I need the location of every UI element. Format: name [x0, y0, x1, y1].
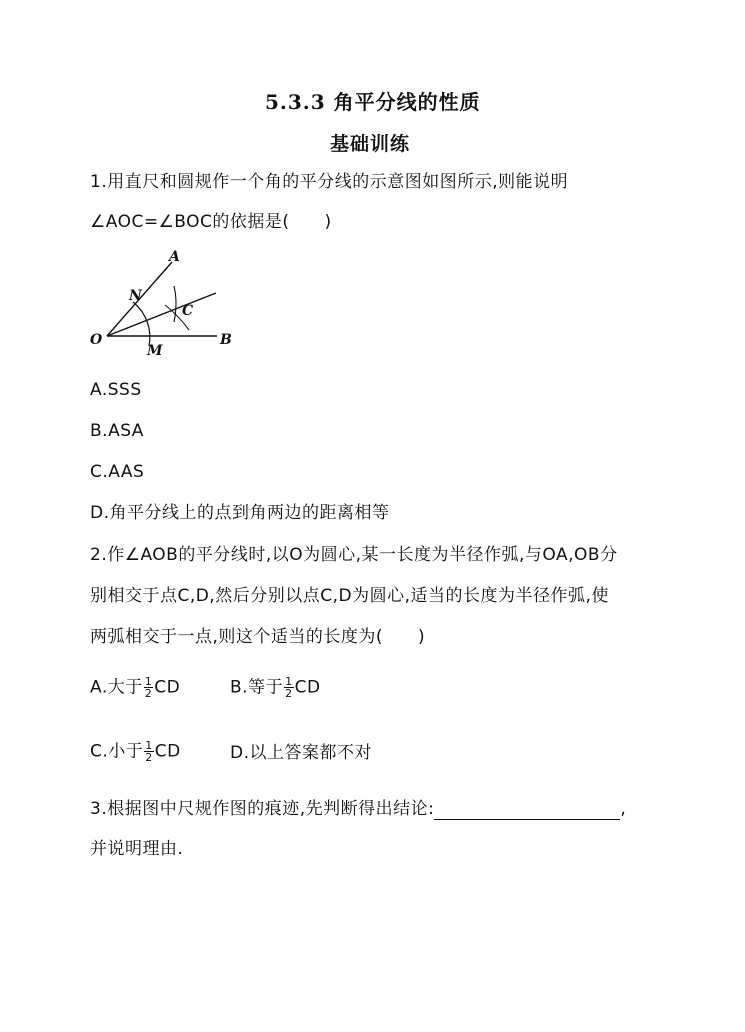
- fraction-one-half: [144, 676, 154, 699]
- fraction-denominator: 2: [144, 687, 153, 700]
- q2-stem-line3: 两弧相交于一点,则这个适当的长度为( ): [90, 627, 426, 647]
- q2-option-c-suffix: CD: [154, 741, 181, 762]
- q2-stem-line1: 2.作∠AOB的平分线时,以O为圆心,某一长度为半径作弧,与OA,OB分: [90, 545, 618, 565]
- q2-option-a-prefix: A.大于: [90, 677, 143, 698]
- label-m: M: [147, 343, 163, 358]
- q3-answer-blank[interactable]: [434, 801, 620, 820]
- q1-option-a: A.SSS: [90, 380, 142, 400]
- q2-option-a-suffix: CD: [154, 677, 181, 698]
- label-o: O: [90, 332, 103, 348]
- q2-option-b: [230, 676, 321, 699]
- arc-from-m: [174, 286, 176, 322]
- q1-stem-line1: 1.用直尺和圆规作一个角的平分线的示意图如图所示,则能说明: [90, 172, 569, 192]
- q2-stem-line2: 别相交于点C,D,然后分别以点C,D为圆心,适当的长度为半径作弧,使: [90, 586, 609, 606]
- q2-option-a: [90, 676, 180, 699]
- q2-option-b-prefix: B.等于: [230, 677, 284, 698]
- q3-stem-prefix: 3.根据图中尺规作图的痕迹,先判断得出结论:: [90, 799, 435, 819]
- page-title: 5.3.3 角平分线的性质: [265, 90, 481, 114]
- q1-option-b: B.ASA: [90, 421, 144, 441]
- section-heading: 基础训练: [330, 133, 411, 155]
- fraction-numerator: 1: [144, 675, 153, 688]
- q2-option-b-suffix: CD: [294, 677, 321, 698]
- fraction-denominator: 2: [145, 751, 153, 764]
- fraction-one-half: [284, 676, 294, 699]
- label-c: C: [182, 303, 194, 319]
- fraction-numerator: 1: [285, 675, 293, 688]
- label-a: A: [169, 249, 180, 265]
- q1-stem-line2: ∠AOC=∠BOC的依据是( ): [90, 212, 332, 232]
- q2-option-d: D.以上答案都不对: [230, 743, 372, 763]
- q3-stem-line1: [90, 798, 626, 820]
- ray-oc: [107, 293, 216, 336]
- q1-option-d: D.角平分线上的点到角两边的距离相等: [90, 503, 390, 523]
- fraction-denominator: 2: [285, 687, 293, 700]
- q1-angle-bisector-figure: [85, 248, 245, 358]
- fraction-one-half: [144, 740, 154, 763]
- q3-stem-line2: 并说明理由.: [90, 839, 184, 859]
- label-n: N: [129, 288, 142, 304]
- q2-option-c-prefix: C.小于: [90, 741, 144, 762]
- q3-stem-suffix: ,: [620, 799, 627, 819]
- fraction-numerator: 1: [145, 739, 153, 752]
- q2-option-c: [90, 740, 181, 763]
- q1-option-c: C.AAS: [90, 462, 145, 482]
- label-b: B: [220, 332, 232, 348]
